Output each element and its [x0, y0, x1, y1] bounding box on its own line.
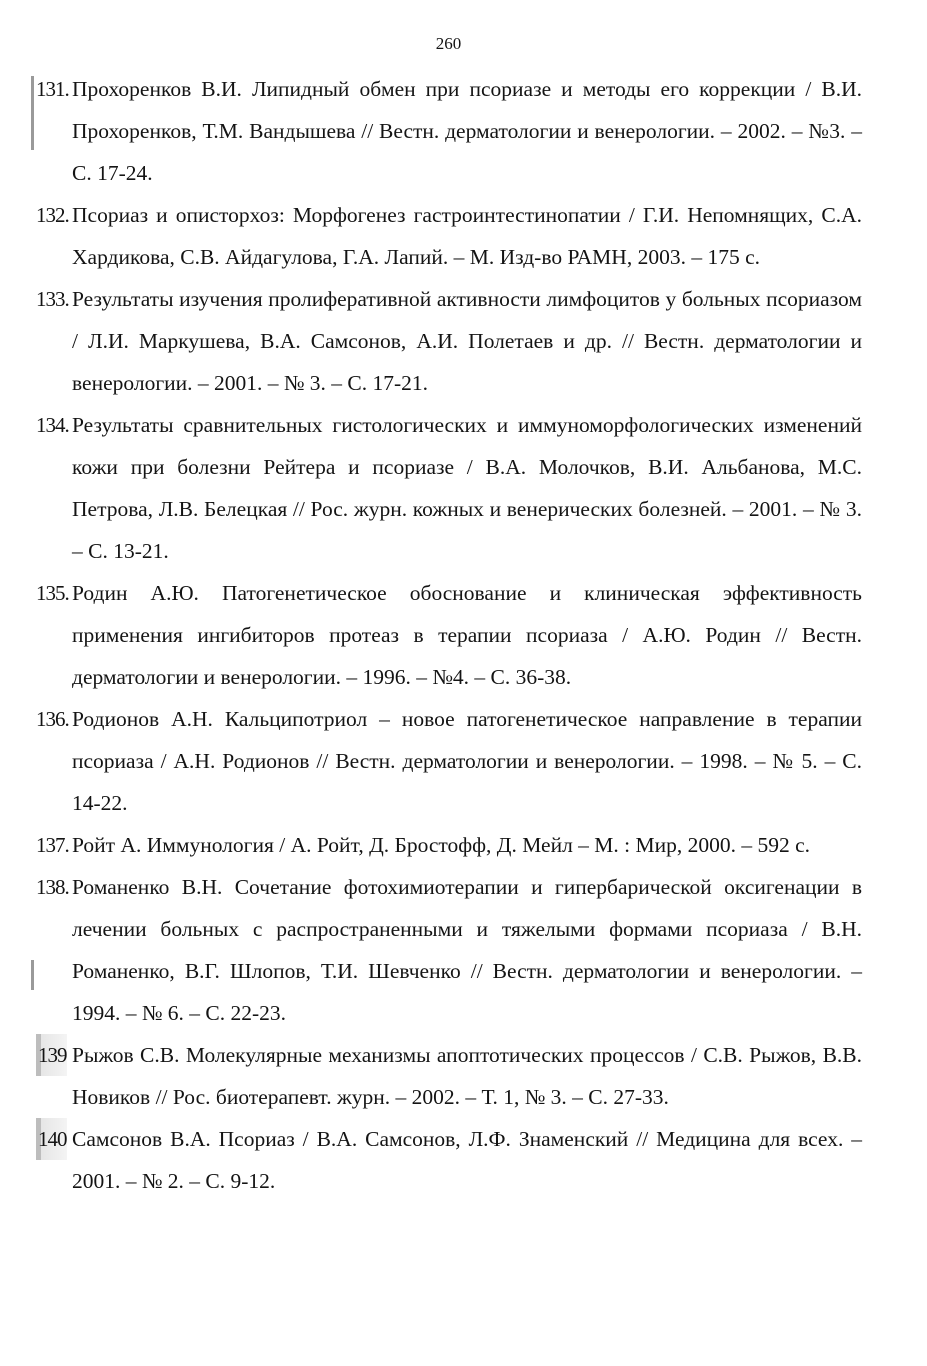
reference-number: 136.: [36, 707, 69, 731]
page-number: 260: [435, 34, 462, 53]
reference-text: Родионов А.Н. Кальципотриол – новое патогенетическое направление в терапии псориаза / А.Н. Родионов // Вестн. дерматологии и венерологии. – 1998. – № 5. – С. 14-22.: [72, 707, 862, 815]
reference-text: Прохоренков В.И. Липидный обмен при псориазе и методы его коррекции / В.И. Прохоренков, Т.М. Вандышева // Вестн. дерматологии и венерологии. – 2002. – №3. – С. 17-24.: [72, 77, 862, 185]
reference-text: Самсонов В.А. Псориаз / В.А. Самсонов, Л.Ф. Знаменский // Медицина для всех. – 2001. – № 2. – С. 9-12.: [72, 1127, 862, 1193]
reference-text: Рыжов С.В. Молекулярные механизмы апоптотических процессов / С.В. Рыжов, В.В. Новиков // Рос. биотерапевт. журн. – 2002. – Т. 1, № 3. – С. 27-33.: [72, 1043, 862, 1109]
reference-item: [36, 194, 862, 278]
reference-text: Ройт А. Иммунология / А. Ройт, Д. Бростофф, Д. Мейл – М. : Мир, 2000. – 592 с.: [72, 833, 811, 857]
reference-item: [36, 404, 862, 572]
reference-item: [36, 698, 862, 824]
reference-item: [36, 1034, 862, 1118]
margin-mark: [31, 960, 34, 990]
reference-number: 131.: [36, 77, 69, 101]
reference-text: Романенко В.Н. Сочетание фотохимиотерапии и гипербарической оксигенации в лечении больных с распространенными и тяжелыми формами псориаза / В.Н. Романенко, В.Г. Шлопов, Т.И. Шевченко // Вестн. дерматологии и венерологии. – 1994. – № 6. – С. 22-23.: [72, 875, 862, 1025]
reference-text: Результаты сравнительных гистологических и иммуноморфологических изменений кожи при болезни Рейтера и псориазе / В.А. Молочков, В.И. Альбанова, М.С. Петрова, Л.В. Белецкая // Рос. журн. кожных и венерических болезней. – 2001. – № 3. – С. 13-21.: [72, 413, 862, 563]
margin-mark: [31, 76, 34, 150]
reference-number: 140: [36, 1118, 67, 1160]
reference-number: 132.: [36, 203, 69, 227]
reference-item: [36, 1118, 862, 1202]
reference-item: [36, 824, 862, 866]
reference-number: 134.: [36, 413, 69, 437]
reference-item: [36, 572, 862, 698]
reference-item: [36, 866, 862, 1034]
reference-number: 133.: [36, 287, 69, 311]
reference-item: [36, 68, 862, 194]
reference-item: [36, 278, 862, 404]
reference-text: Псориаз и описторхоз: Морфогенез гастроинтестинопатии / Г.И. Непомнящих, С.А. Хардикова, С.В. Айдагулова, Г.А. Лапий. – М. Изд-во РАМН, 2003. – 175 с.: [72, 203, 862, 269]
reference-number: 138.: [36, 875, 69, 899]
reference-text: Результаты изучения пролиферативной активности лимфоцитов у больных псориазом / Л.И. Маркушева, В.А. Самсонов, А.И. Полетаев и др. // Вестн. дерматологии и венерологии. – 2001. – № 3. – С. 17-21.: [72, 287, 862, 395]
reference-number: 137.: [36, 833, 69, 857]
reference-text: Родин А.Ю. Патогенетическое обоснование и клиническая эффективность применения ингибиторов протеаз в терапии псориаза / А.Ю. Родин // Вестн. дерматологии и венерологии. – 1996. – №4. – С. 36-38.: [72, 581, 862, 689]
reference-number: 139: [36, 1034, 67, 1076]
reference-list: [36, 68, 862, 1202]
reference-number: 135.: [36, 581, 69, 605]
